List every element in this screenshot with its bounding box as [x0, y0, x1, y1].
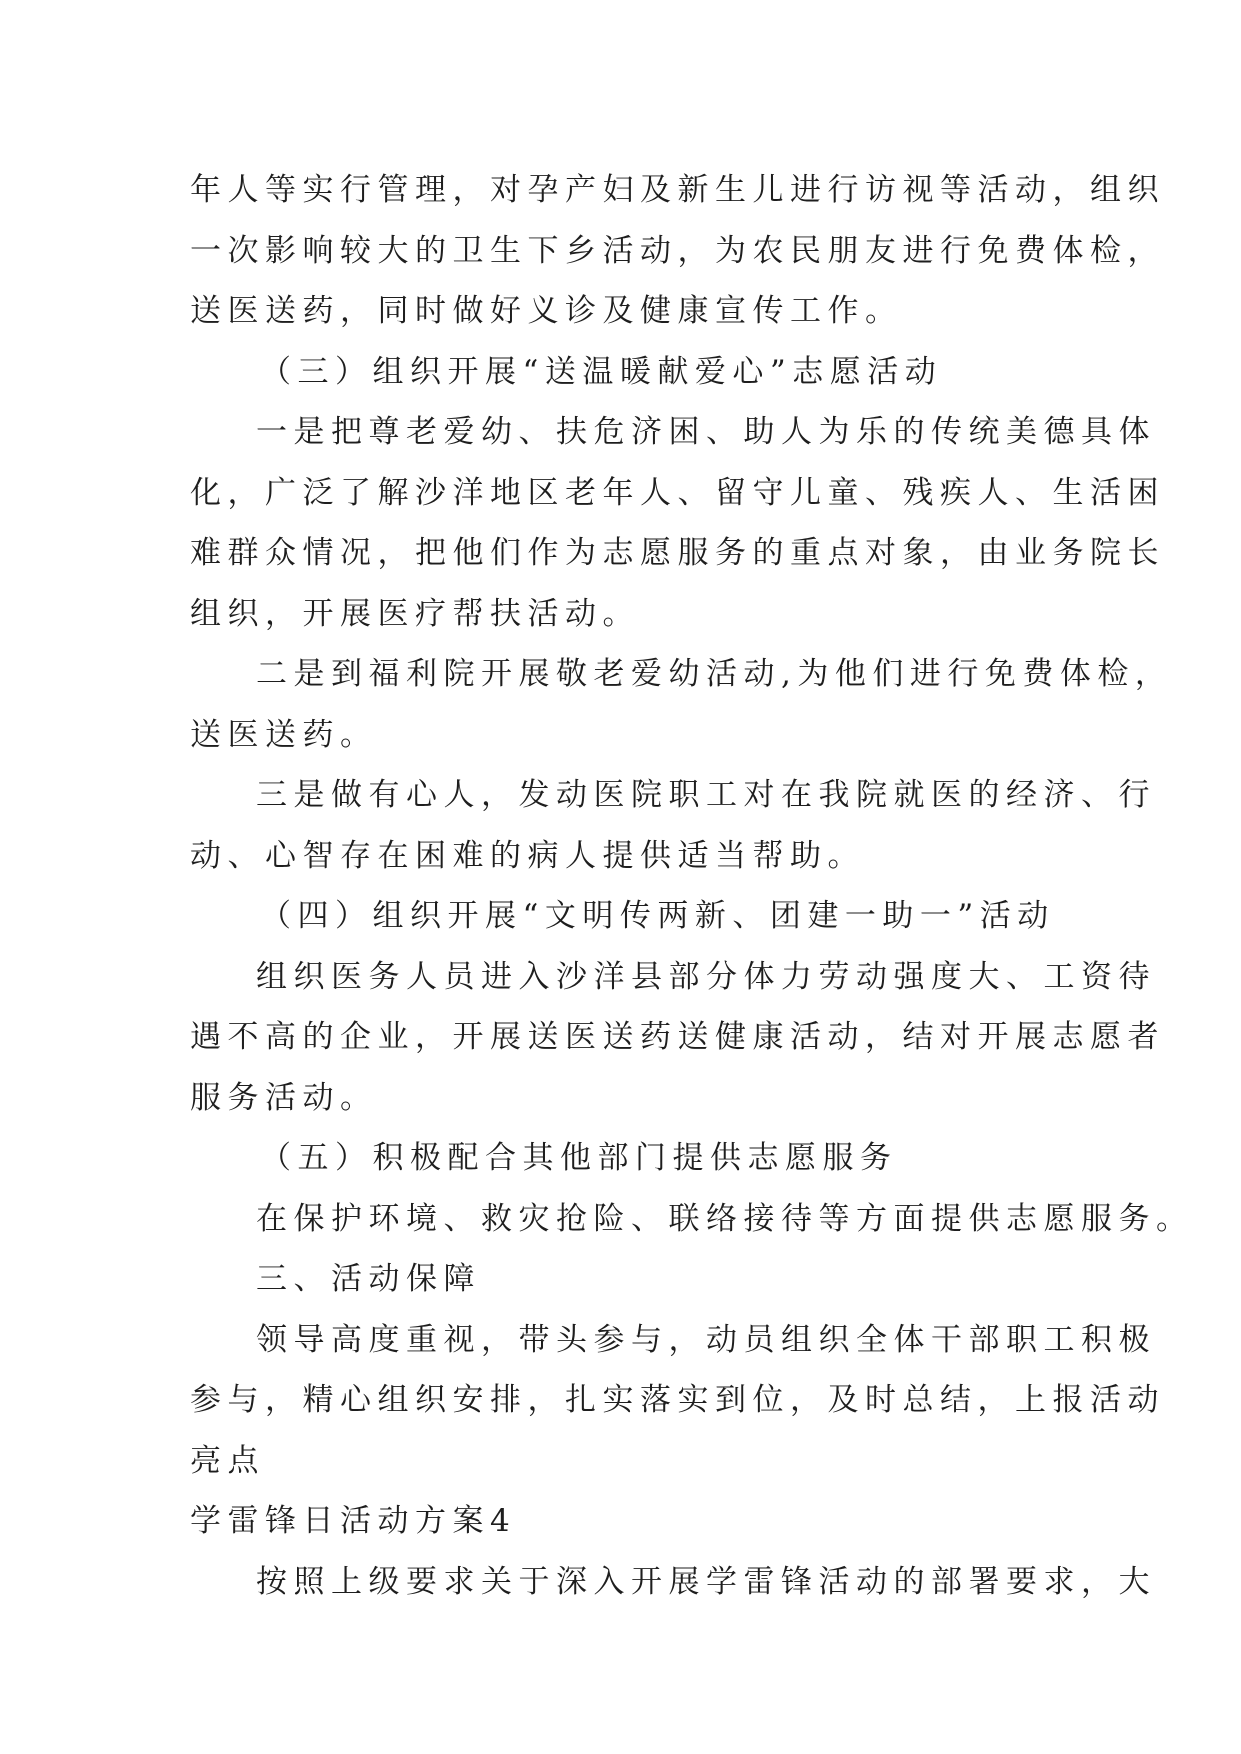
- text-line: 亮点: [190, 1442, 265, 1479]
- text-line: 按照上级要求关于深入开展学雷锋活动的部署要求，大: [256, 1563, 1156, 1600]
- text-line: 送医送药。: [190, 716, 378, 753]
- text-line: 遇不高的企业，开展送医送药送健康活动，结对开展志愿者: [190, 1019, 1165, 1055]
- text-line: 组织医务人员进入沙洋县部分体力劳动强度大、工资待: [256, 958, 1156, 995]
- text-line: 动、心智存在困难的病人提供适当帮助。: [190, 837, 865, 874]
- section-heading: （四）组织开展“文明传两新、团建一助一”活动: [260, 898, 1055, 934]
- text-line: 年人等实行管理，对孕产妇及新生儿进行访视等活动，组织: [190, 172, 1165, 208]
- text-line: 一次影响较大的卫生下乡活动，为农民朋友进行免费体检，: [190, 232, 1165, 269]
- text-line: 一是把尊老爱幼、扶危济困、助人为乐的传统美德具体: [256, 414, 1156, 450]
- section-heading: 三、活动保障: [256, 1261, 481, 1297]
- text-line: 难群众情况，把他们作为志愿服务的重点对象，由业务院长: [190, 535, 1165, 571]
- document-title: 学雷锋日活动方案4: [190, 1503, 517, 1539]
- text-line: 服务活动。: [190, 1079, 378, 1116]
- text-line: 在保护环境、救灾抢险、联络接待等方面提供志愿服务。: [256, 1200, 1194, 1237]
- text-line: 二是到福利院开展敬老爱幼活动,为他们进行免费体检，: [256, 656, 1173, 692]
- section-heading: （三）组织开展“送温暖献爱心”志愿活动: [260, 353, 943, 390]
- text-line: 组织，开展医疗帮扶活动。: [190, 595, 640, 632]
- document-body: [190, 160, 1194, 1612]
- text-line: 三是做有心人，发动医院职工对在我院就医的经济、行: [256, 777, 1156, 813]
- text-line: 领导高度重视，带头参与，动员组织全体干部职工积极: [256, 1321, 1156, 1358]
- text-line: 送医送药，同时做好义诊及健康宣传工作。: [190, 293, 903, 329]
- text-line: 参与，精心组织安排，扎实落实到位，及时总结，上报活动: [190, 1382, 1165, 1418]
- section-heading: （五）积极配合其他部门提供志愿服务: [260, 1140, 898, 1176]
- text-line: 化，广泛了解沙洋地区老年人、留守儿童、残疾人、生活困: [190, 474, 1165, 511]
